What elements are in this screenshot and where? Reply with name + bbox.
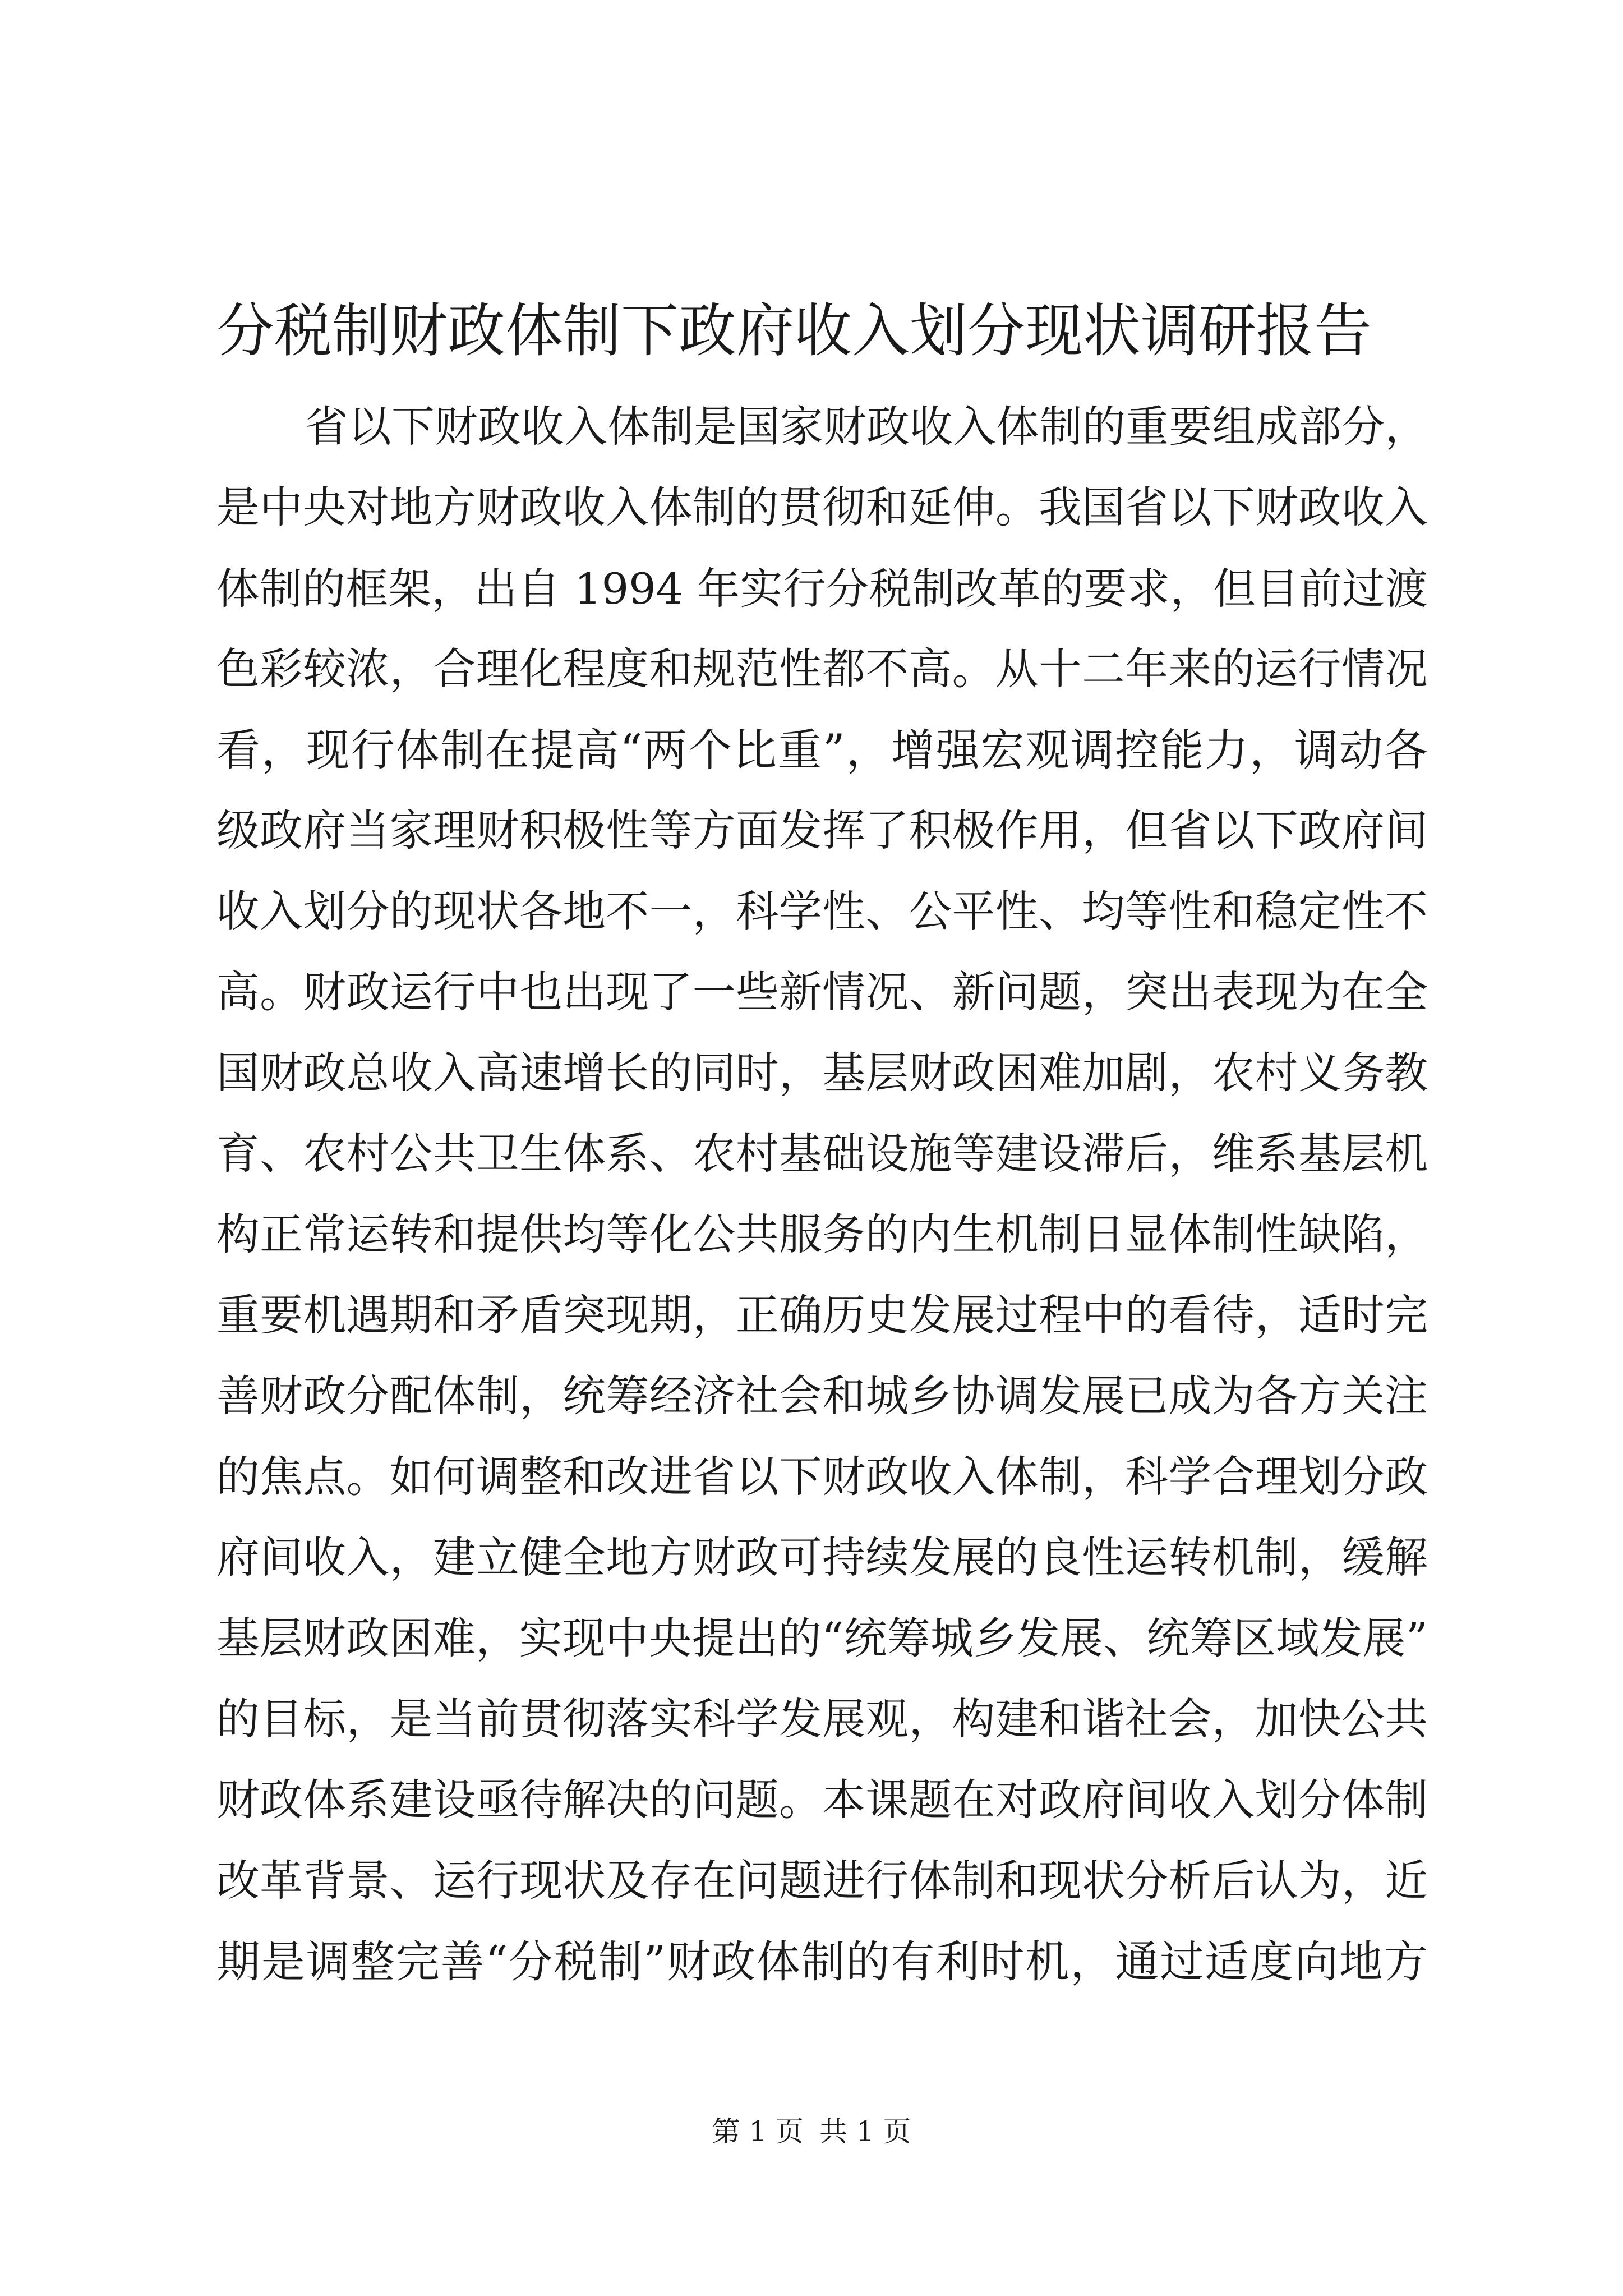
body-line: 的焦点。如何调整和改进省以下财政收入体制，科学合理划分政 [216,1452,1428,1502]
body-line: 构正常运转和提供均等化公共服务的内生机制日显体制性缺陷， [216,1210,1428,1260]
body-line: 色彩较浓，合理化程度和规范性都不高。从十二年来的运行情况 [216,645,1428,694]
body-line: 基层财政困难，实现中央提出的“统筹城乡发展、统筹区域发展” [216,1614,1428,1664]
document-title: 分税制财政体制下政府收入划分现状调研报告 [216,297,1372,365]
body-line: 期是调整完善“分税制”财政体制的有利时机，通过适度向地方 [216,1937,1429,1987]
page-number: 第 1 页 [712,2115,804,2148]
body-line: 财政体系建设亟待解决的问题。本课题在对政府间收入划分体制 [216,1775,1428,1825]
body-line: 收入划分的现状各地不一，科学性、公平性、均等性和稳定性不 [216,887,1428,937]
body-line: 育、农村公共卫生体系、农村基础设施等建设滞后，维系基层机 [216,1129,1428,1179]
body-line: 重要机遇期和矛盾突现期，正确历史发展过程中的看待，适时完 [216,1291,1428,1341]
body-line: 省以下财政收入体制是国家财政收入体制的重要组成部分， [305,402,1428,452]
body-line: 级政府当家理财积极性等方面发挥了积极作用，但省以下政府间 [216,806,1428,856]
body-line: 善财政分配体制，统筹经济社会和城乡协调发展已成为各方关注 [216,1372,1428,1421]
body-line: 高。财政运行中也出现了一些新情况、新问题，突出表现为在全 [216,968,1428,1018]
body-line: 的目标，是当前贯彻落实科学发展观，构建和谐社会，加快公共 [216,1695,1428,1745]
body-line: 府间收入，建立健全地方财政可持续发展的良性运转机制，缓解 [216,1533,1428,1583]
page-total: 共 1 页 [819,2115,911,2148]
body-line: 国财政总收入高速增长的同时，基层财政困难加剧，农村义务教 [216,1048,1428,1098]
body-line: 是中央对地方财政收入体制的贯彻和延伸。我国省以下财政收入 [216,483,1428,533]
document-body [216,387,1428,2003]
body-line: 体制的框架，出自 1994 年实行分税制改革的要求，但目前过渡 [216,564,1428,614]
body-line: 改革背景、运行现状及存在问题进行体制和现状分析后认为，近 [216,1856,1428,1906]
page-footer [0,2115,1623,2148]
body-line: 看，现行体制在提高“两个比重”，增强宏观调控能力，调动各 [216,725,1429,776]
